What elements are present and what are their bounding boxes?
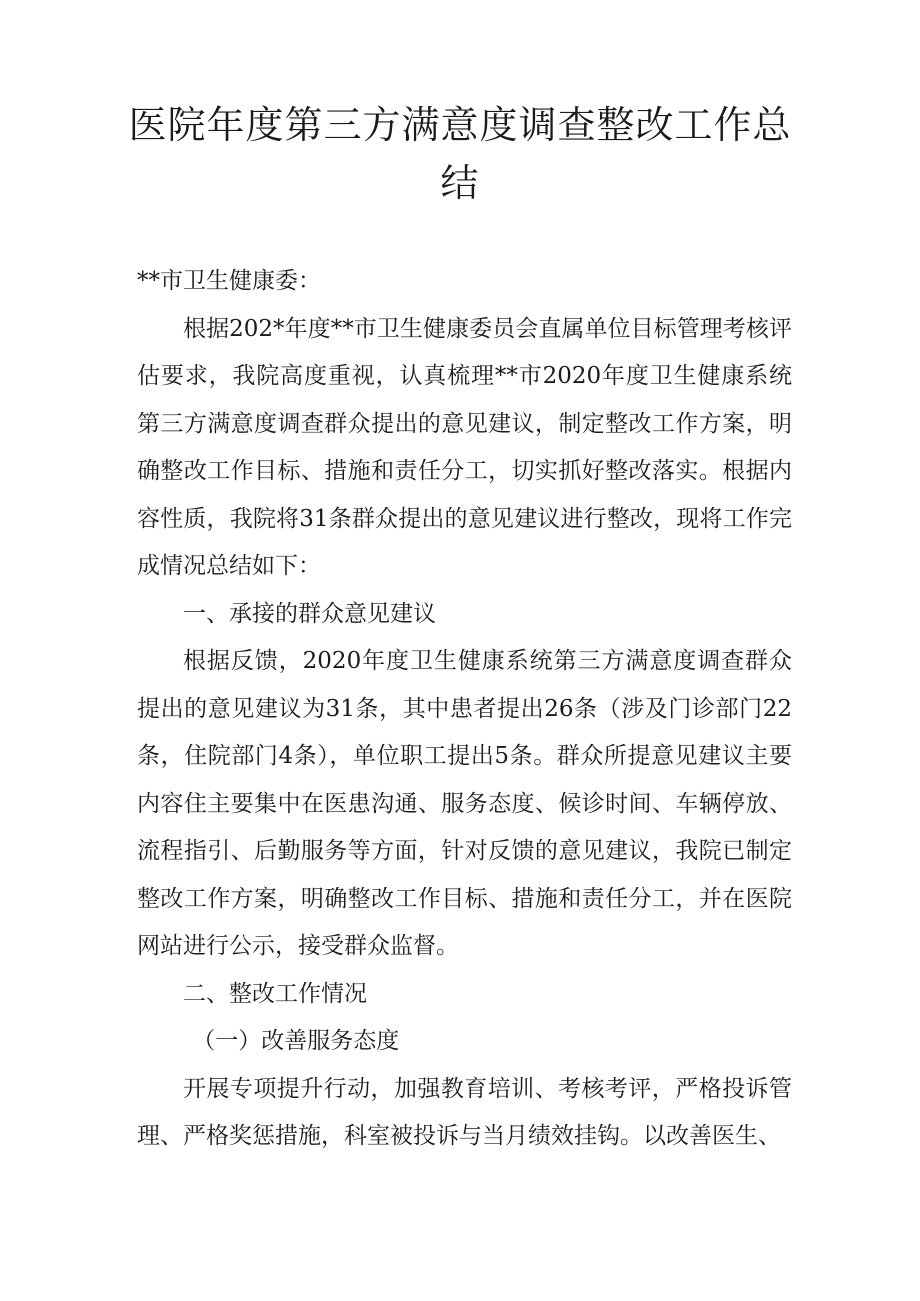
- document-body: [137, 258, 792, 1161]
- salutation: **市卫生健康委：: [137, 268, 321, 294]
- section-heading-1: 一、承接的群众意见建议: [183, 600, 436, 627]
- document-title: 医院年度第三方满意度调查整改工作总结: [128, 103, 792, 205]
- section-heading-2: 二、整改工作情况: [183, 980, 367, 1007]
- service-attitude-paragraph: 开展专项提升行动，加强教育培训、考核考评，严格投诉管理、严格奖惩措施，科室被投诉与当月绩效挂钩。以改善医生、: [137, 1075, 792, 1149]
- feedback-paragraph: 根据反馈，2020年度卫生健康系统第三方满意度调查群众提出的意见建议为31条，其中患者提出26条（涉及门诊部门22条，住院部门4条），单位职工提出5条。群众所提意见建议主要内容住主要集中在医患沟通、服务态度、候诊时间、车辆停放、流程指引、后勤服务等方面，针对反馈的意见建议，我院已制定整改工作方案，明确整改工作目标、措施和责任分工，并在医院网站进行公示，接受群众监督。: [137, 648, 792, 959]
- intro-paragraph: 根据202*年度**市卫生健康委员会直属单位目标管理考核评估要求，我院高度重视，认真梳理**市2020年度卫生健康系统第三方满意度调查群众提出的意见建议，制定整改工作方案，明确整改工作目标、措施和责任分工，切实抓好整改落实。根据内容性质，我院将31条群众提出的意见建议进行整改，现将工作完成情况总结如下：: [137, 315, 792, 579]
- subsection-heading-1: （一）改善服务态度: [192, 1028, 400, 1054]
